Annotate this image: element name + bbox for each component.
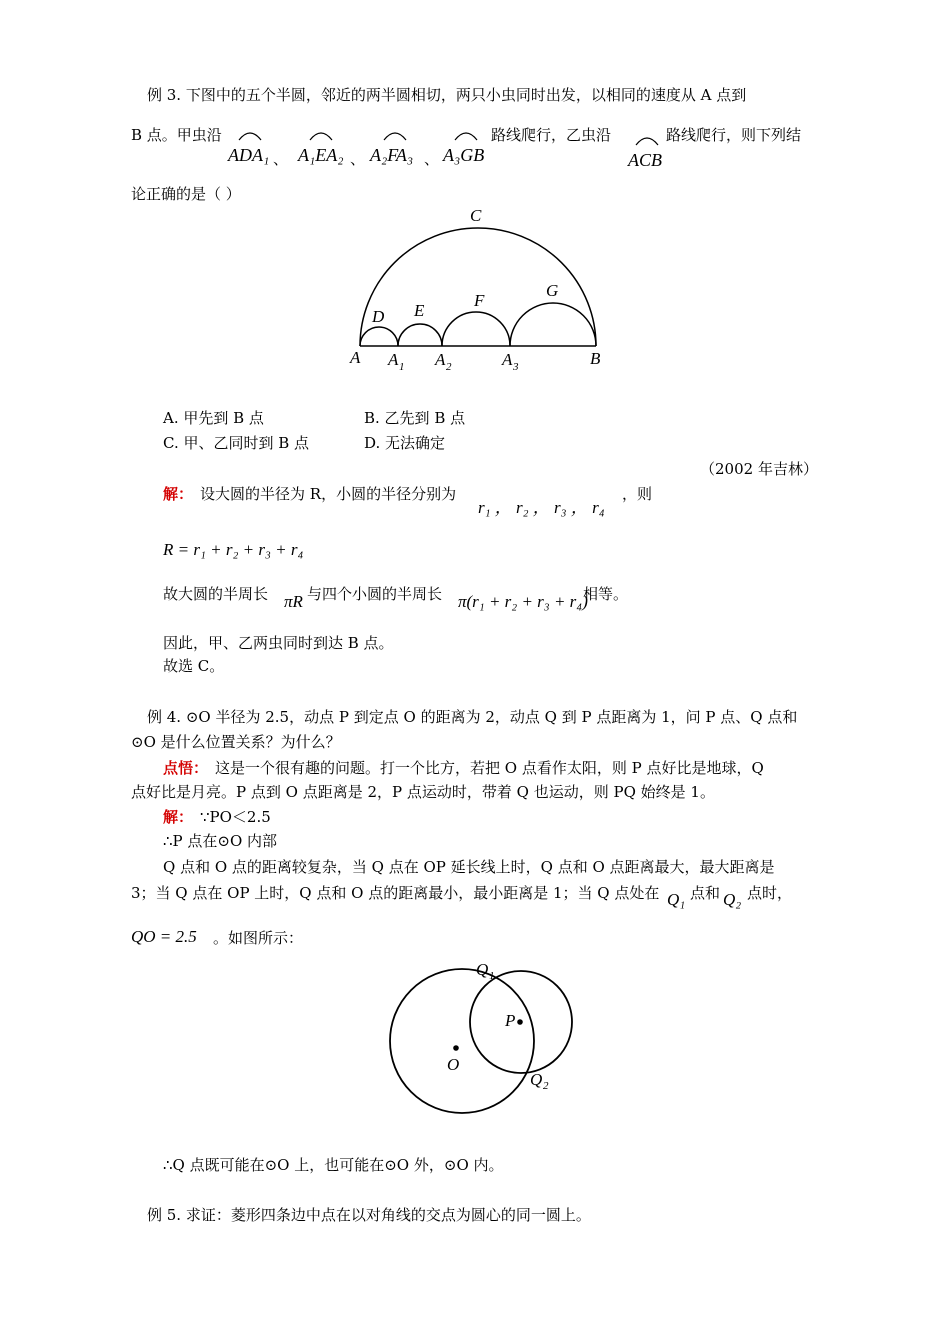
label-p: P xyxy=(505,1011,516,1030)
ex4-hint1: 这是一个很有趣的问题。打一个比方，若把 O 点看作太阳，则 P 点好比是地球，Q xyxy=(215,759,764,777)
label-a1-sub: 1 xyxy=(399,361,405,373)
label-e: E xyxy=(414,301,425,320)
arc-path-2: A₁EA₂ xyxy=(298,145,344,165)
ex4-conclusion: ∴Q 点既可能在⊙O 上，也可能在⊙O 外，⊙O 内。 xyxy=(163,1156,504,1174)
label-a3-sub: 3 xyxy=(513,361,519,373)
option-b: B. 乙先到 B 点 xyxy=(364,409,466,427)
label-q2: Q xyxy=(530,1070,543,1089)
ex3-sol1: 设大圆的半径为 R，小圆的半径分别为 xyxy=(200,485,457,503)
sep: 、 xyxy=(424,150,440,168)
big-semicircle xyxy=(360,228,596,346)
ex4-sol4-start: 3；当 Q 点在 OP 上时，Q 点和 O 点的距离最小，最小距离是 1；当 Q 点处在 xyxy=(131,884,660,902)
ex3-line1: 例 3. 下图中的五个半圆，邻近的两半圆相切，两只小虫同时出发，以相同的速度从 A 点到 xyxy=(147,86,747,104)
semicircle-g xyxy=(510,303,596,346)
radius-equation: R = r₁ + r₂ + r₃ + r₄ xyxy=(163,540,304,559)
label-b: B xyxy=(590,349,601,368)
label-c: C xyxy=(470,206,482,225)
circles-figure xyxy=(370,955,580,1135)
arc-mark xyxy=(452,128,480,146)
ex3-line3: 论正确的是（ ） xyxy=(131,185,241,203)
semicircle-d xyxy=(360,327,398,346)
ex4-sol1: ∵PO＜2.5 xyxy=(200,808,271,826)
pi-sum: π(r₁ + r₂ + r₃ + r₄) xyxy=(458,592,588,611)
ex4-sol4-end: 点时， xyxy=(747,884,793,902)
semicircle-e xyxy=(398,324,442,346)
ex3-sol3: 因此，甲、乙两虫同时到达 B 点。 xyxy=(163,634,394,652)
label-o: O xyxy=(447,1055,460,1074)
arc-mark xyxy=(381,128,409,146)
arc-mark xyxy=(307,128,335,146)
point-p xyxy=(517,1019,523,1025)
arc-path-4: A₃GB xyxy=(443,145,485,165)
ex3-line2-end: 路线爬行，则下列结 xyxy=(666,126,802,144)
label-f: F xyxy=(474,291,485,310)
arc-mark xyxy=(633,133,661,151)
label-a2: A xyxy=(435,350,446,369)
ex3-sol4: 故选 C。 xyxy=(163,657,225,675)
circle-o xyxy=(390,969,534,1113)
semicircle-figure xyxy=(340,200,620,378)
sep: 、 xyxy=(273,150,289,168)
ex4-sol2: ∴P 点在⊙O 内部 xyxy=(163,832,278,850)
label-q2-sub: 2 xyxy=(543,1080,549,1092)
label-a1: A xyxy=(388,350,399,369)
q1-symbol: Q₁ xyxy=(667,890,686,909)
ex4-line2: ⊙O 是什么位置关系？为什么？ xyxy=(131,733,341,751)
solution-label: 解： xyxy=(163,808,194,826)
option-a: A. 甲先到 B 点 xyxy=(163,409,264,427)
option-c: C. 甲、乙同时到 B 点 xyxy=(163,434,310,452)
ex3-sol1-end: ，则 xyxy=(622,485,653,503)
ex4-and: 点和 xyxy=(690,884,721,902)
label-d: D xyxy=(372,307,385,326)
sep: 、 xyxy=(350,150,366,168)
option-d: D. 无法确定 xyxy=(364,434,446,452)
ex4-sol5-end: 。如图所示： xyxy=(213,929,304,947)
ex4-hint2: 点好比是月亮。P 点到 O 点距离是 2，P 点运动时，带着 Q 也运动，则 PQ 始终是 1。 xyxy=(131,783,715,801)
label-a2-sub: 2 xyxy=(446,361,452,373)
ex4-line1: 例 4. ⊙O 半径为 2.5，动点 P 到定点 O 的距离为 2，动点 Q 到 P 点距离为 1，问 P 点、Q 点和 xyxy=(147,708,798,726)
radii-list: r₁ ， r₂ ， r₃ ， r₄ xyxy=(478,498,605,517)
ex3-sol2-mid: 与四个小圆的半周长 xyxy=(307,585,443,603)
label-q1: Q xyxy=(476,960,489,979)
arc-path-3: A₂FA₃ xyxy=(370,145,414,165)
semicircle-f xyxy=(442,312,510,346)
hint-label: 点悟： xyxy=(163,759,209,777)
label-a: A xyxy=(350,348,361,367)
point-o xyxy=(453,1045,459,1051)
source-note: （2002 年吉林） xyxy=(700,460,818,478)
ex3-sol2-end: 相等。 xyxy=(583,585,629,603)
label-g: G xyxy=(546,281,559,300)
label-q1-sub: 1 xyxy=(489,970,495,982)
q2-symbol: Q₂ xyxy=(723,890,742,909)
ex3-line2-mid: 路线爬行，乙虫沿 xyxy=(491,126,612,144)
solution-label: 解： xyxy=(163,485,194,503)
arc-mark xyxy=(236,128,266,146)
arc-path-1: ADA₁ xyxy=(228,145,270,165)
label-a3: A xyxy=(502,350,513,369)
ex4-sol3: Q 点和 O 点的距离较复杂，当 Q 点在 OP 延长线上时，Q 点和 O 点距离最大，最大距离是 xyxy=(163,858,775,876)
ex3-sol2-start: 故大圆的半周长 xyxy=(163,585,269,603)
pi-r: πR xyxy=(284,592,303,611)
arc-path-acb: ACB xyxy=(628,150,662,170)
ex5-line1: 例 5. 求证：菱形四条边中点在以对角线的交点为圆心的同一圆上。 xyxy=(147,1206,591,1224)
qo-equation: QO = 2.5 xyxy=(131,927,197,946)
ex3-line2-start: B 点。甲虫沿 xyxy=(131,126,222,144)
